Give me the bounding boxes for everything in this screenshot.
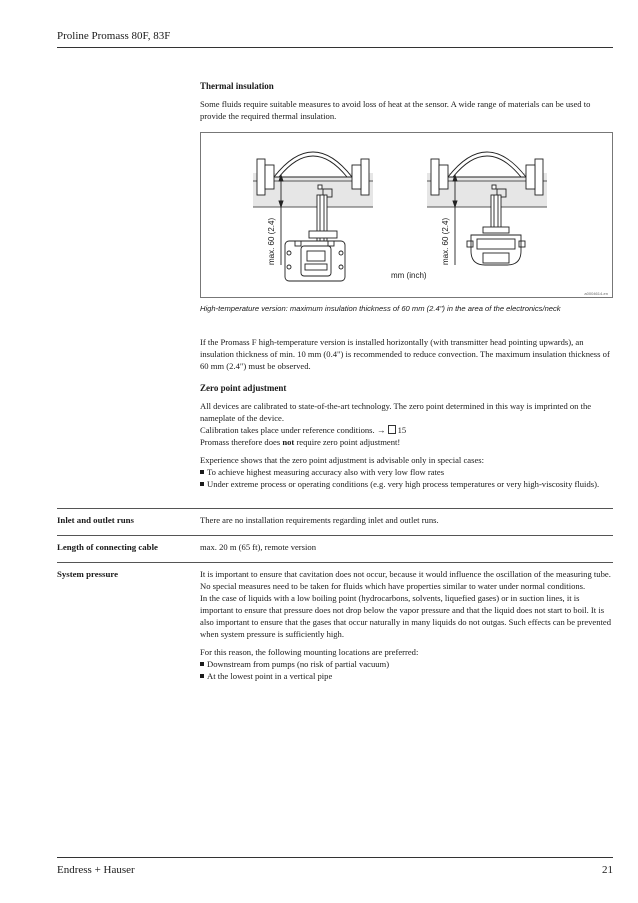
- special-cases-intro: Experience shows that the zero point adjustment is advisable only in special cases:: [200, 455, 484, 465]
- insulation-diagram: [201, 133, 614, 299]
- thermal-text: Some fluids require suitable measures to avoid loss of heat at the sensor. A wide range of materials can be used to provide the required thermal insulation.: [200, 99, 591, 121]
- list-item-text: Under extreme process or operating conditions (e.g. very high process temperatures or very high-viscosity fluids).: [207, 479, 600, 489]
- units-label: mm (inch): [391, 271, 427, 280]
- figure-code: a0004614-en: [584, 291, 608, 296]
- header-rule: [57, 47, 613, 48]
- inlet-label: Inlet and outlet runs: [57, 515, 134, 525]
- pressure-text-1: It is important to ensure that cavitation does not occur, because it would influence the oscillation of the measuring tube. No special measures need to be taken for fluids which have properties similar to water under normal conditions.: [200, 569, 611, 591]
- bullet-icon: [200, 670, 207, 682]
- bullet-icon: [200, 466, 207, 478]
- pressure-section: [200, 568, 613, 682]
- bullet-icon: [200, 478, 207, 490]
- footer-rule: [57, 857, 613, 858]
- high-temp-paragraph: If the Promass F high-temperature version is installed horizontally (with transmitter head pointing upwards), an insulation thickness of min. 10 mm (0.4") is recommended to reduce convection. The maximum insulation thickness of 60 mm (2.4") must be observed.: [200, 337, 610, 371]
- zero-text-bold: not: [282, 437, 295, 447]
- thermal-insulation-section: [200, 80, 613, 122]
- inlet-text: There are no installation requirements regarding inlet and outlet runs.: [200, 515, 439, 525]
- right-dimension-label: max. 60 (2.4): [441, 217, 450, 265]
- left-dimension-label: max. 60 (2.4): [267, 217, 276, 265]
- header-title: Proline Promass 80F, 83F: [57, 30, 171, 42]
- bullet-icon: [200, 658, 207, 670]
- zero-point-text-2: [200, 424, 613, 436]
- footer-company: Endress + Hauser: [57, 864, 135, 876]
- insulation-figure: [200, 132, 613, 298]
- list-item: [200, 478, 613, 490]
- pressure-text-2: In the case of liquids with a low boiling point (hydrocarbons, solvents, liquefied gases) or in suction lines, it is important to ensure that pressure does not drop below the vapor pressure and that the liquid does not start to boil. It is also important to ensure that the gases that occur naturally in many liquids do not outgas. Such effects can be prevented when system pressure is sufficiently high.: [200, 593, 612, 639]
- zero-point-text-1: All devices are calibrated to state-of-the-art technology. The zero point determined in this way is imprinted on the nameplate of the device.: [200, 401, 592, 423]
- zero-text-post: require zero point adjustment!: [294, 437, 401, 447]
- page-reference-link[interactable]: 15: [397, 425, 407, 435]
- cable-text: max. 20 m (65 ft), remote version: [200, 542, 316, 552]
- zero-text-pre: Promass therefore does: [200, 437, 283, 447]
- figure-caption: High-temperature version: maximum insulation thickness of 60 mm (2.4") in the area of the electronics/neck: [200, 304, 561, 313]
- pressure-label: System pressure: [57, 569, 119, 579]
- list-item: [200, 670, 613, 682]
- thermal-heading: Thermal insulation: [200, 81, 274, 91]
- zero-point-text-3: [200, 436, 613, 448]
- zero-point-heading: Zero point adjustment: [200, 383, 287, 393]
- calibration-text: Calibration takes place under reference conditions. →: [200, 425, 388, 435]
- section-divider: [57, 562, 613, 563]
- list-item: [200, 466, 613, 478]
- list-item-text: Downstream from pumps (no risk of partial vacuum): [207, 659, 390, 669]
- cable-label: Length of connecting cable: [57, 542, 158, 552]
- list-item-text: To achieve highest measuring accuracy also with very low flow rates: [207, 467, 445, 477]
- section-divider: [57, 535, 613, 536]
- section-divider: [57, 508, 613, 509]
- list-item-text: At the lowest point in a vertical pipe: [207, 671, 333, 681]
- page-reference-icon: [388, 425, 396, 434]
- page-number: 21: [602, 864, 613, 876]
- list-item: [200, 658, 613, 670]
- pressure-text-3: For this reason, the following mounting locations are preferred:: [200, 647, 419, 657]
- zero-point-section: [200, 336, 613, 490]
